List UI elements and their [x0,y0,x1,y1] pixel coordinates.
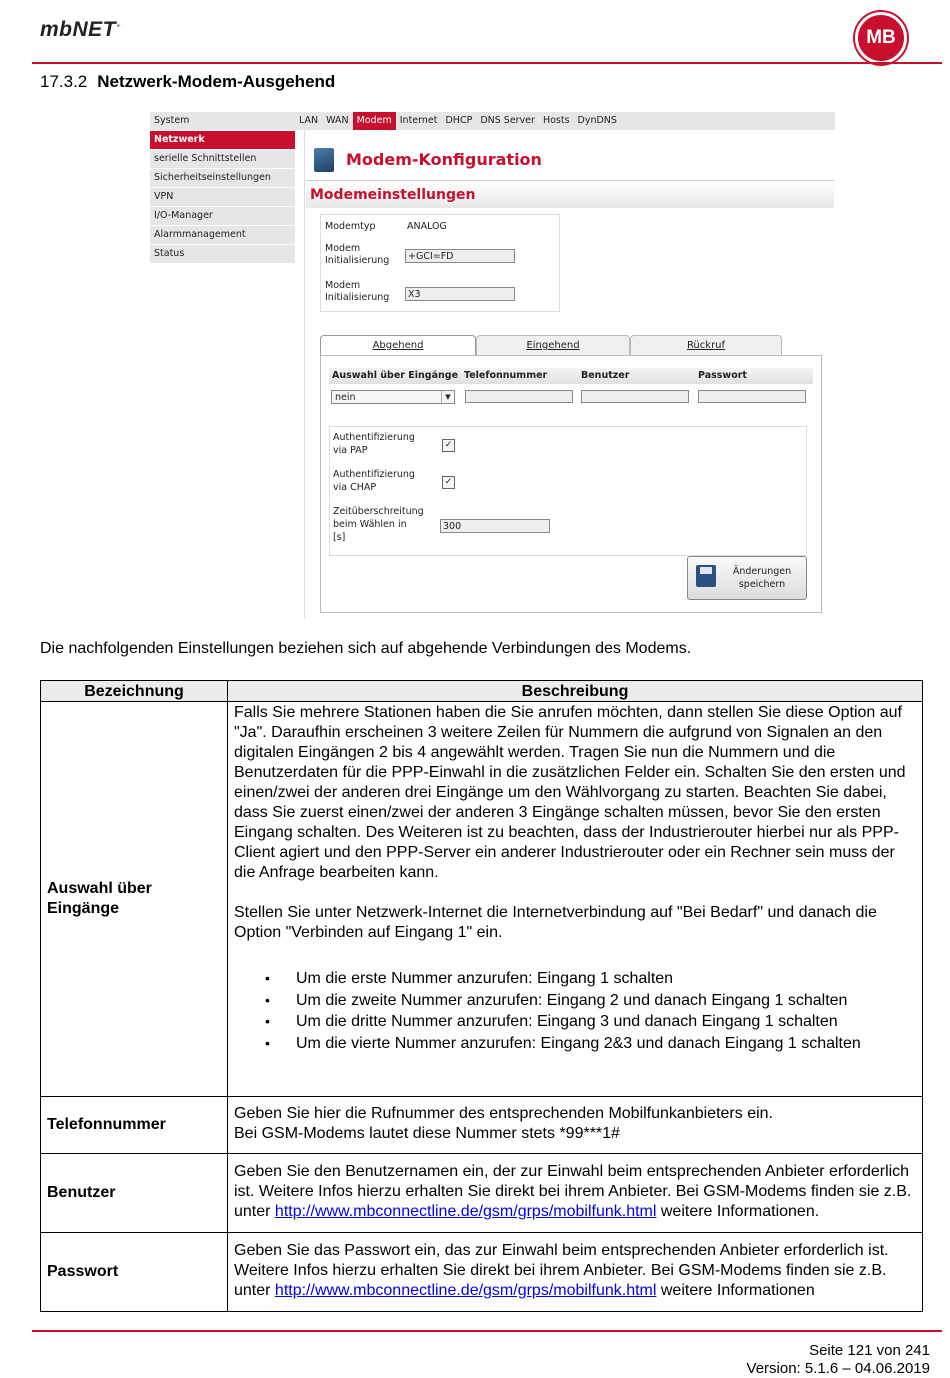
header-bezeichnung: Bezeichnung [41,681,228,702]
row-paragraph: Stellen Sie unter Netzwerk-Internet die Internetverbindung auf "Bei Bedarf" und danach die Option "Verbinden auf Eingang 1" ein. [234,904,877,941]
header-rule [32,62,942,64]
modem-icon [314,148,334,172]
row-text: weitere Informationen. [656,1203,820,1220]
row-name: Passwort [41,1233,228,1312]
floppy-disk-icon [696,565,716,587]
chevron-down-icon: ▼ [441,391,454,403]
row-description [228,1097,923,1154]
sidebar-item-netzwerk[interactable]: Netzwerk [150,131,295,150]
timeout-label: Zeitüberschreitung beim Wählen in [s] [333,506,424,543]
init1-input[interactable]: +GCI=FD [405,249,515,263]
sidebar-item-vpn[interactable]: VPN [150,188,295,207]
chap-checkbox[interactable]: ✓ [442,476,455,489]
table-row [41,1233,923,1312]
row-line: Geben Sie hier die Rufnummer des entsprechenden Mobilfunkanbieters ein. [234,1105,773,1122]
modemtyp-label: Modemtyp [325,221,376,232]
version-info: Version: 5.1.6 – 04.06.2019 [746,1360,930,1377]
passwort-input[interactable] [698,390,806,403]
chap-label: Authentifizierung via CHAP [333,469,415,493]
tab-hosts[interactable]: Hosts [542,115,570,126]
list-item: • Um die zweite Nummer anzurufen: Eingang 2 und danach Eingang 1 schalten [296,990,916,1012]
description-table [40,680,923,1312]
row-paragraph: Falls Sie mehrere Stationen haben die Sie anrufen möchten, dann stellen Sie diese Option auf "Ja". Daraufhin erscheinen 3 weitere Zeilen für Nummern die aufgrund von Signalen an den digitalen Eingängen 2 bis 4 angewählt werden. Tragen Sie nun die Nummern und die Benutzerdaten für die PPP-Einwahl in die zusätzlichen Felder ein. Schalten Sie den ersten und einen/zwei der anderen drei Eingänge um den Wählvorgang zu starten. Beachten Sie dabei, dass Sie zuerst einen/zwei der anderen 3 Eingänge schalten müssen, bevor Sie den ersten Eingang schalten. Des Weiteren ist zu beachten, dass der Industrierouter hierbei nur als PPP-Client agiert und den PPP-Server ein anderer Industrierouter oder ein Rechner sein muss der die Anfrage bearbeiten kann. [234,704,906,881]
row-description [228,1233,923,1312]
timeout-input[interactable]: 300 [440,519,550,533]
table-header-row [41,681,923,702]
init1-label: Modem Initialisierung [325,243,390,266]
col-benutzer: Benutzer [581,370,630,381]
table-row [41,1154,923,1233]
top-nav [295,112,835,130]
row-name: Telefonnummer [41,1097,228,1154]
modem-settings-box [320,214,560,312]
tab-dyndns[interactable]: DynDNS [577,115,617,126]
intro-text: Die nachfolgenden Einstellungen beziehen sich auf abgehende Verbindungen des Modems. [40,640,692,657]
tab-dns-server[interactable]: DNS Server [480,115,535,126]
tab-internet[interactable]: Internet [399,115,438,126]
tab-dhcp[interactable]: DHCP [445,115,473,126]
row-description [228,1154,923,1233]
page-title: Modem-Konfiguration [346,150,542,169]
tab-bar [320,335,820,355]
sidebar-item-sicherheit[interactable]: Sicherheitseinstellungen [150,169,295,188]
section-heading [40,72,335,92]
page-number: Seite 121 von 241 [809,1342,930,1359]
row-name: Auswahl über Eingänge [41,702,228,1097]
pap-checkbox[interactable]: ✓ [442,439,455,452]
save-button-label: Änderungen speichern [732,566,792,590]
auth-box [329,426,807,556]
row-name: Benutzer [41,1154,228,1233]
tab-wan[interactable]: WAN [326,115,349,126]
sidebar-menu [150,112,295,264]
footer-rule [32,1330,942,1332]
table-row [41,702,923,1097]
tab-modem[interactable]: Modem [353,112,396,130]
auswahl-select[interactable]: nein ▼ [331,390,455,404]
sidebar-item-io-manager[interactable]: I/O-Manager [150,207,295,226]
tab-lan[interactable]: LAN [299,115,319,126]
init2-input[interactable]: X3 [405,287,515,301]
table-header [329,368,813,384]
header-beschreibung: Beschreibung [228,681,923,702]
col-telefonnummer: Telefonnummer [464,370,548,381]
bullet-list [234,968,916,1054]
mbconnectline-link[interactable]: http://www.mbconnectline.de/gsm/grps/mobilfunk.html [274,1282,657,1299]
section-number: 17.3.2 [40,72,88,91]
telefonnummer-input[interactable] [465,390,573,403]
tab-rueckruf[interactable]: Rückruf [630,335,782,355]
sidebar-item-alarm[interactable]: Alarmmanagement [150,226,295,245]
list-item: • Um die erste Nummer anzurufen: Eingang 1 schalten [296,968,916,990]
row-description [228,702,923,1097]
row-text: Geben Sie das Passwort ein, das zur Einwahl beim entsprechenden Anbieter erforderlich ist. Weitere Infos hierzu erhalten Sie direkt bei ihrem Anbieter. Bei GSM-Modems finden sie z.B. unter [234,1242,889,1299]
row-text: Geben Sie den Benutzernamen ein, der zur Einwahl beim entsprechenden Anbieter erforderlich ist. Weitere Infos hierzu erhalten Sie direkt bei ihrem Anbieter. Bei GSM-Modems finden sie z.B. unter [234,1163,912,1220]
list-item: • Um die dritte Nummer anzurufen: Eingang 3 und danach Eingang 1 schalten [296,1011,916,1033]
section-title: Netzwerk-Modem-Ausgehend [97,72,336,91]
modemtyp-value: ANALOG [407,221,447,232]
tab-eingehend[interactable]: Eingehend [476,335,630,355]
pap-label: Authentifizierung via PAP [333,432,415,456]
table-row [41,1097,923,1154]
sidebar-item-status[interactable]: Status [150,245,295,264]
init2-label: Modem Initialisierung [325,280,390,303]
list-item: • Um die vierte Nummer anzurufen: Eingang 2&3 und danach Eingang 1 schalten [296,1033,916,1055]
sidebar-item-system[interactable]: System [150,112,295,131]
section-subtitle: Modemeinstellungen [306,180,834,208]
sidebar-item-serielle[interactable]: serielle Schnittstellen [150,150,295,169]
row-line: Bei GSM-Modems lautet diese Nummer stets *99***1# [234,1125,620,1142]
tab-panel [320,355,822,613]
col-passwort: Passwort [698,370,747,381]
mb-logo-badge: MB [855,12,907,64]
col-auswahl: Auswahl über Eingänge [332,370,459,381]
row-text: weitere Informationen [656,1282,815,1299]
benutzer-input[interactable] [581,390,689,403]
tab-abgehend[interactable]: Abgehend [320,335,476,356]
mbnet-logo: mbNET· [40,18,121,41]
mbconnectline-link[interactable]: http://www.mbconnectline.de/gsm/grps/mobilfunk.html [274,1203,657,1220]
save-button[interactable] [687,556,807,600]
